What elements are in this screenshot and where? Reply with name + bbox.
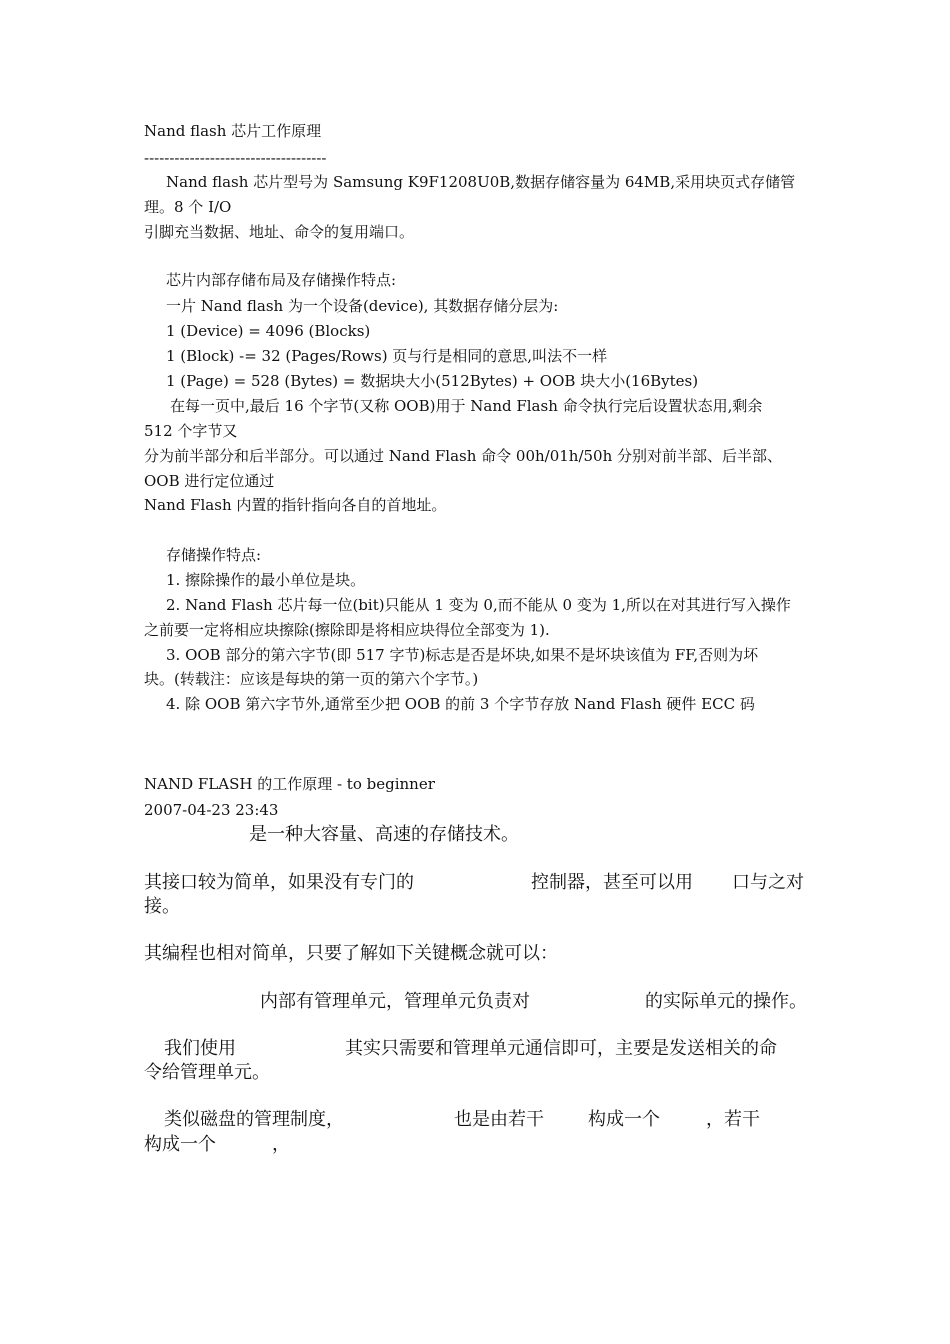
ops-item-3-cont: 块。(转载注：应该是每块的第一页的第六个字节。) — [144, 670, 479, 688]
section1-title: Nand flash 芯片工作原理 — [144, 122, 322, 140]
ops-item-1: 1. 擦除操作的最小单位是块。 — [166, 571, 366, 589]
para-4-part-2: 的实际单元的操作。 — [645, 991, 807, 1012]
section2-date: 2007-04-23 23:43 — [144, 801, 279, 819]
para-2-part-4: 接。 — [144, 896, 180, 917]
layout-line-1: 一片 Nand flash 为一个设备(device), 其数据存储分层为: — [166, 297, 559, 315]
intro-line-1: Nand flash 芯片型号为 Samsung K9F1208U0B,数据存储容量为 64MB,采用块页式存储管 — [166, 173, 796, 191]
page-desc-line-5: Nand Flash 内置的指针指向各自的首地址。 — [144, 496, 447, 514]
page-desc-line-3: 分为前半部分和后半部分。可以通过 Nand Flash 命令 00h/01h/50h 分别对前半部、后半部、 — [144, 447, 783, 465]
para-5-part-2: 其实只需要和管理单元通信即可，主要是发送相关的命 — [345, 1038, 777, 1059]
intro-line-3: 引脚充当数据、地址、命令的复用端口。 — [144, 223, 415, 241]
para-6-part-2: 也是由若干 — [454, 1109, 544, 1130]
layout-line-2: 1 (Device) = 4096 (Blocks) — [166, 322, 371, 340]
page-desc-line-2: 512 个字节又 — [144, 422, 238, 440]
layout-line-4: 1 (Page) = 528 (Bytes) = 数据块大小(512Bytes) + OOB 块大小(16Bytes) — [166, 372, 699, 390]
para-2-part-3: 口与之对 — [732, 872, 804, 893]
para-5-part-1: 我们使用 — [164, 1038, 236, 1059]
separator-rule: ------------------------------------ — [144, 149, 327, 167]
para-6-part-5: 构成一个 — [144, 1134, 216, 1155]
layout-line-3: 1 (Block) -= 32 (Pages/Rows) 页与行是相同的意思,叫法不一样 — [166, 347, 608, 365]
para-4-part-1: 内部有管理单元，管理单元负责对 — [260, 991, 530, 1012]
para-6-part-1: 类似磁盘的管理制度， — [164, 1109, 344, 1130]
para-5-part-3: 令给管理单元。 — [144, 1062, 270, 1083]
page-desc-line-1: 在每一页中,最后 16 个字节(又称 OOB)用于 Nand Flash 命令执行完后设置状态用,剩余 — [170, 397, 763, 415]
para-3: 其编程也相对简单，只要了解如下关键概念就可以： — [144, 943, 558, 964]
para-2-part-1: 其接口较为简单，如果没有专门的 — [144, 872, 414, 893]
ops-item-2: 2. Nand Flash 芯片每一位(bit)只能从 1 变为 0,而不能从 0 变为 1,所以在对其进行写入操作 — [166, 596, 791, 614]
para-6-part-3: 构成一个 — [588, 1109, 660, 1130]
para-6-part-4: ，若干 — [706, 1109, 760, 1130]
layout-heading: 芯片内部存储布局及存储操作特点: — [166, 271, 397, 289]
ops-item-3: 3. OOB 部分的第六字节(即 517 字节)标志是否是坏块,如果不是坏块该值为 FF,否则为坏 — [166, 646, 759, 664]
para-2-part-2: 控制器，甚至可以用 — [531, 872, 693, 893]
para-1: 是一种大容量、高速的存储技术。 — [249, 824, 519, 845]
intro-line-2: 理。8 个 I/O — [144, 198, 232, 216]
page-desc-line-4: OOB 进行定位通过 — [144, 472, 275, 490]
ops-item-4: 4. 除 OOB 第六字节外,通常至少把 OOB 的前 3 个字节存放 Nand Flash 硬件 ECC 码 — [166, 695, 755, 713]
section2-title: NAND FLASH 的工作原理 - to beginner — [144, 775, 435, 793]
ops-item-2-cont: 之前要一定将相应块擦除(擦除即是将相应块得位全部变为 1). — [144, 621, 550, 639]
ops-heading: 存储操作特点: — [166, 546, 262, 564]
para-6-part-6: ， — [272, 1134, 290, 1155]
